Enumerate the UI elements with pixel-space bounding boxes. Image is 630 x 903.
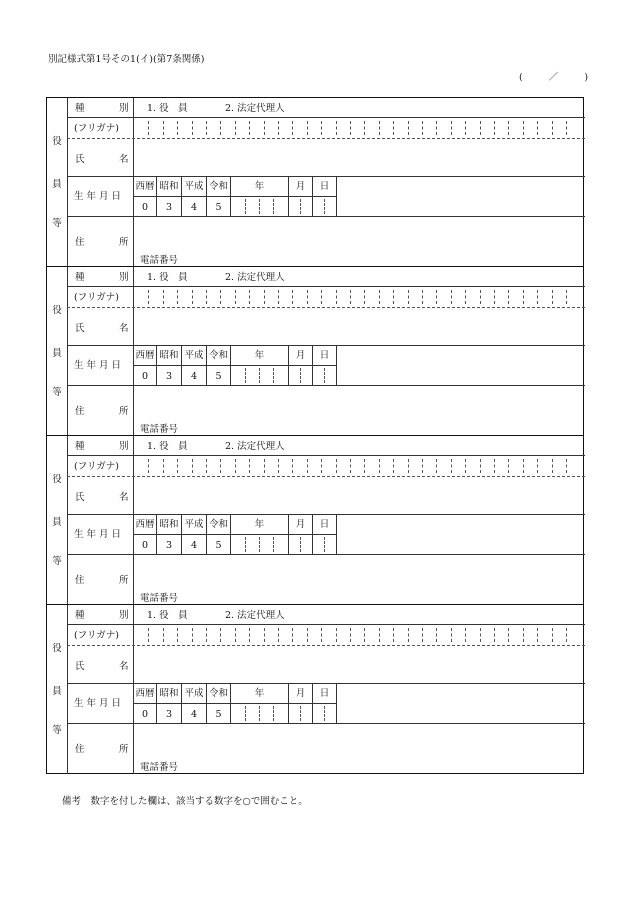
era-code-4[interactable]: 4 bbox=[190, 371, 198, 382]
address-label-b: 所 bbox=[119, 406, 129, 417]
phone-label: 電話番号 bbox=[140, 255, 179, 266]
address-label-a: 住 bbox=[75, 237, 85, 248]
address-input[interactable] bbox=[134, 725, 584, 760]
kind-option-legal-rep[interactable]: 2. 法定代理人 bbox=[225, 103, 285, 114]
name-input[interactable] bbox=[134, 309, 584, 344]
officer-block-3 bbox=[47, 435, 583, 604]
kind-label-b: 別 bbox=[119, 103, 129, 114]
address-label-b: 所 bbox=[119, 744, 129, 755]
year-label: 年 bbox=[254, 350, 265, 361]
side-label-1: 役 bbox=[52, 305, 62, 316]
era-reiwa: 令和 bbox=[208, 181, 228, 192]
year-label: 年 bbox=[254, 688, 265, 699]
month-label: 月 bbox=[295, 688, 306, 699]
phone-label: 電話番号 bbox=[140, 593, 179, 604]
furigana-label: (フリガナ) bbox=[74, 123, 119, 134]
era-reiwa: 令和 bbox=[208, 519, 228, 530]
era-code-3[interactable]: 3 bbox=[165, 540, 173, 551]
era-code-3[interactable]: 3 bbox=[165, 202, 173, 213]
kind-option-officer[interactable]: 1. 役 員 bbox=[147, 441, 188, 452]
era-code-4[interactable]: 4 bbox=[190, 202, 198, 213]
address-label-a: 住 bbox=[75, 406, 85, 417]
kind-option-officer[interactable]: 1. 役 員 bbox=[147, 103, 188, 114]
side-label-3: 等 bbox=[52, 725, 62, 736]
year-input[interactable] bbox=[231, 366, 288, 385]
address-label-b: 所 bbox=[119, 575, 129, 586]
year-label: 年 bbox=[254, 181, 265, 192]
address-input[interactable] bbox=[134, 556, 584, 591]
kind-label-a: 種 bbox=[75, 103, 85, 114]
kind-option-legal-rep[interactable]: 2. 法定代理人 bbox=[225, 441, 285, 452]
era-western: 西暦 bbox=[135, 181, 155, 192]
day-label: 日 bbox=[319, 181, 330, 192]
era-western: 西暦 bbox=[135, 350, 155, 361]
month-input[interactable] bbox=[289, 197, 312, 216]
month-input[interactable] bbox=[289, 366, 312, 385]
furigana-input[interactable] bbox=[134, 119, 585, 137]
dob-label: 生 年 月 日 bbox=[74, 529, 122, 540]
side-label-1: 役 bbox=[52, 643, 62, 654]
kind-option-legal-rep[interactable]: 2. 法定代理人 bbox=[225, 610, 285, 621]
furigana-input[interactable] bbox=[134, 288, 585, 306]
era-heisei: 平成 bbox=[184, 519, 204, 530]
day-input[interactable] bbox=[313, 704, 336, 723]
era-code-5[interactable]: 5 bbox=[215, 202, 222, 213]
kind-label-a: 種 bbox=[75, 272, 85, 283]
side-label-2: 員 bbox=[52, 517, 62, 528]
form-title: 別記様式第1号その1(イ)(第7条関係) bbox=[48, 54, 205, 65]
kind-label-b: 別 bbox=[119, 441, 129, 452]
era-heisei: 平成 bbox=[184, 350, 204, 361]
month-input[interactable] bbox=[289, 704, 312, 723]
kind-label-b: 別 bbox=[119, 272, 129, 283]
furigana-label: (フリガナ) bbox=[74, 630, 119, 641]
furigana-input[interactable] bbox=[134, 626, 585, 644]
side-label-2: 員 bbox=[52, 348, 62, 359]
era-code-4[interactable]: 4 bbox=[190, 540, 198, 551]
era-heisei: 平成 bbox=[184, 688, 204, 699]
day-input[interactable] bbox=[313, 197, 336, 216]
era-showa: 昭和 bbox=[159, 181, 179, 192]
officer-block-4 bbox=[47, 604, 583, 773]
address-label-a: 住 bbox=[75, 575, 85, 586]
dob-label: 生 年 月 日 bbox=[74, 698, 122, 709]
era-showa: 昭和 bbox=[159, 519, 179, 530]
page-open-paren: ( bbox=[519, 72, 523, 83]
era-reiwa: 令和 bbox=[208, 350, 228, 361]
name-label-b: 名 bbox=[119, 661, 129, 672]
era-code-0[interactable]: 0 bbox=[141, 540, 149, 551]
address-label-a: 住 bbox=[75, 744, 85, 755]
era-code-4[interactable]: 4 bbox=[190, 709, 198, 720]
side-label-2: 員 bbox=[52, 179, 62, 190]
era-reiwa: 令和 bbox=[208, 688, 228, 699]
kind-option-officer[interactable]: 1. 役 員 bbox=[147, 272, 188, 283]
name-label-b: 名 bbox=[119, 154, 129, 165]
phone-label: 電話番号 bbox=[140, 762, 179, 773]
day-label: 日 bbox=[319, 350, 330, 361]
side-label-1: 役 bbox=[52, 136, 62, 147]
side-label-1: 役 bbox=[52, 474, 62, 485]
era-code-3[interactable]: 3 bbox=[165, 709, 173, 720]
address-label-b: 所 bbox=[119, 237, 129, 248]
phone-label: 電話番号 bbox=[140, 424, 179, 435]
month-label: 月 bbox=[295, 181, 306, 192]
side-label-2: 員 bbox=[52, 686, 62, 697]
day-label: 日 bbox=[319, 519, 330, 530]
era-code-0[interactable]: 0 bbox=[141, 202, 149, 213]
name-label-b: 名 bbox=[119, 492, 129, 503]
name-input[interactable] bbox=[134, 140, 584, 175]
side-label-3: 等 bbox=[52, 556, 62, 567]
officer-form-table bbox=[46, 97, 584, 774]
furigana-input[interactable] bbox=[134, 457, 585, 475]
officer-block-1 bbox=[47, 98, 583, 267]
era-code-0[interactable]: 0 bbox=[141, 709, 149, 720]
year-input[interactable] bbox=[231, 704, 288, 723]
day-label: 日 bbox=[319, 688, 330, 699]
name-input[interactable] bbox=[134, 647, 584, 682]
side-label-3: 等 bbox=[52, 218, 62, 229]
era-western: 西暦 bbox=[135, 519, 155, 530]
furigana-label: (フリガナ) bbox=[74, 461, 119, 472]
era-code-5[interactable]: 5 bbox=[215, 540, 222, 551]
page-slash: ／ bbox=[548, 72, 559, 83]
name-label-a: 氏 bbox=[75, 323, 85, 334]
era-code-0[interactable]: 0 bbox=[141, 371, 149, 382]
name-label-a: 氏 bbox=[75, 154, 85, 165]
name-label-a: 氏 bbox=[75, 492, 85, 503]
officer-block-2 bbox=[47, 266, 583, 435]
era-showa: 昭和 bbox=[159, 350, 179, 361]
kind-option-officer[interactable]: 1. 役 員 bbox=[147, 610, 188, 621]
month-label: 月 bbox=[295, 350, 306, 361]
era-showa: 昭和 bbox=[159, 688, 179, 699]
side-label-3: 等 bbox=[52, 387, 62, 398]
month-input[interactable] bbox=[289, 535, 312, 554]
day-input[interactable] bbox=[313, 535, 336, 554]
furigana-label: (フリガナ) bbox=[74, 292, 119, 303]
year-input[interactable] bbox=[231, 197, 288, 216]
name-label-a: 氏 bbox=[75, 661, 85, 672]
kind-label-b: 別 bbox=[119, 610, 129, 621]
dob-label: 生 年 月 日 bbox=[74, 191, 122, 202]
page-reference bbox=[519, 69, 588, 83]
era-code-3[interactable]: 3 bbox=[165, 371, 173, 382]
day-input[interactable] bbox=[313, 366, 336, 385]
era-western: 西暦 bbox=[135, 688, 155, 699]
month-label: 月 bbox=[295, 519, 306, 530]
footnote: 備考 数字を付した欄は、該当する数字を○で囲むこと。 bbox=[62, 796, 308, 807]
name-input[interactable] bbox=[134, 478, 584, 513]
address-input[interactable] bbox=[134, 387, 584, 422]
era-code-5[interactable]: 5 bbox=[215, 371, 222, 382]
dob-label: 生 年 月 日 bbox=[74, 360, 122, 371]
kind-option-legal-rep[interactable]: 2. 法定代理人 bbox=[225, 272, 285, 283]
kind-label-a: 種 bbox=[75, 610, 85, 621]
address-input[interactable] bbox=[134, 218, 584, 253]
name-label-b: 名 bbox=[119, 323, 129, 334]
era-heisei: 平成 bbox=[184, 181, 204, 192]
year-input[interactable] bbox=[231, 535, 288, 554]
kind-label-a: 種 bbox=[75, 441, 85, 452]
era-code-5[interactable]: 5 bbox=[215, 709, 222, 720]
page-close-paren: ) bbox=[584, 72, 589, 83]
year-label: 年 bbox=[254, 519, 265, 530]
